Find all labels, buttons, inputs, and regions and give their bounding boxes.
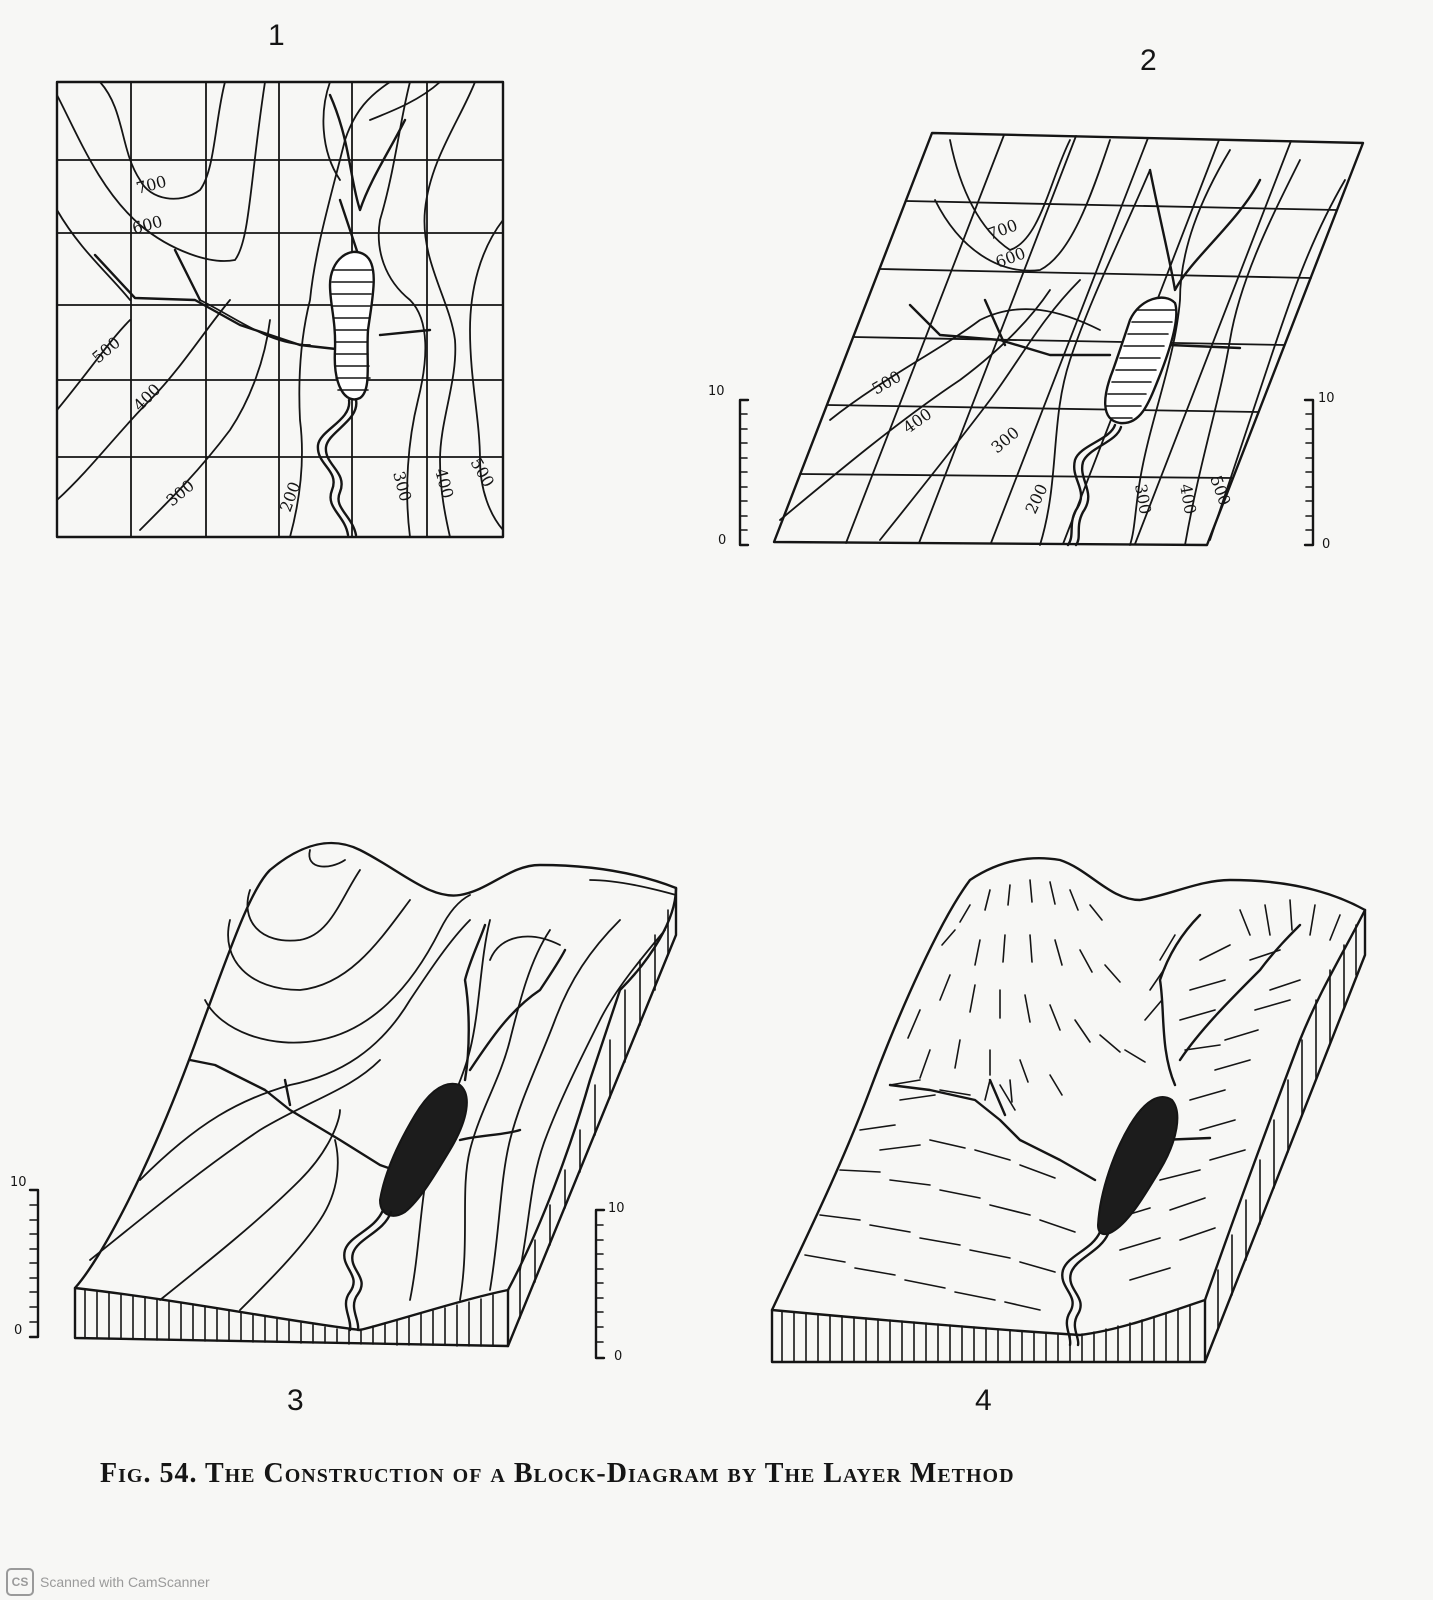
panel-2-skewed-map <box>708 44 1363 552</box>
panel-3-scale-right <box>596 1201 625 1364</box>
panel-4-front-face <box>772 1300 1205 1362</box>
p2-scale-left-bottom: 0 <box>718 533 727 548</box>
panel-4-river <box>1062 1232 1108 1345</box>
panel-1-contour-map <box>57 19 503 537</box>
p2-contour-label-700: 700 <box>984 215 1021 244</box>
watermark <box>6 1568 210 1596</box>
p2-scale-right-bottom: 0 <box>1322 537 1331 552</box>
panel-3-surface <box>75 843 676 1330</box>
panel-4-side-hatch <box>1218 925 1356 1330</box>
p2-contour-label-400b: 400 <box>1176 482 1201 516</box>
panel-2-river <box>1068 425 1121 545</box>
p3-scale-right-top: 10 <box>608 1201 625 1216</box>
panel-3-scale-left <box>10 1175 38 1338</box>
panel-4-front-hatch <box>782 1305 1190 1362</box>
contour-label-300: 300 <box>162 475 198 511</box>
contour-label-400: 400 <box>129 379 165 415</box>
panel-3-side-face <box>508 888 676 1346</box>
panel-2-lake <box>1105 298 1176 424</box>
panel-3-streams <box>190 925 565 1172</box>
figure-caption: Fig. 54. The Construction of a Block-Diagram by The Layer Method <box>100 1458 1015 1489</box>
p3-scale-left-top: 10 <box>10 1175 27 1190</box>
panel-4-number: 4 <box>975 1384 992 1417</box>
panel-4-block-hachures <box>772 858 1365 1417</box>
p2-contour-label-500: 500 <box>868 366 905 399</box>
p2-contour-label-200: 200 <box>1021 480 1052 517</box>
contour-label-400b: 400 <box>431 466 458 501</box>
panel-4-side-face <box>1205 910 1365 1362</box>
panel-4-streams <box>890 915 1300 1180</box>
contour-label-200: 200 <box>275 479 305 515</box>
panel-3-contours <box>90 850 676 1310</box>
panel-3-number: 3 <box>287 1384 304 1417</box>
watermark-text: Scanned with CamScanner <box>40 1574 210 1590</box>
panel-1-number: 1 <box>268 19 285 52</box>
p2-scale-left-top: 10 <box>708 384 725 399</box>
panel-2-frame <box>774 133 1363 545</box>
p3-scale-left-bottom: 0 <box>14 1323 23 1338</box>
p2-contour-label-400: 400 <box>899 404 936 438</box>
panel-3-block-contours <box>10 843 676 1417</box>
camscanner-logo-icon: CS <box>6 1568 34 1596</box>
panel-4-hachures <box>805 880 1340 1310</box>
contour-label-700: 700 <box>134 171 169 198</box>
contour-label-300b: 300 <box>389 469 416 504</box>
panel-4-surface <box>772 858 1365 1335</box>
contour-label-500b: 500 <box>466 454 499 491</box>
panel-2-contours <box>780 140 1345 545</box>
p3-scale-right-bottom: 0 <box>614 1349 623 1364</box>
p2-scale-right-top: 10 <box>1318 391 1335 406</box>
p2-contour-label-300: 300 <box>987 422 1023 458</box>
panel-2-streams <box>910 170 1260 355</box>
p2-contour-label-500b: 500 <box>1206 472 1235 509</box>
p2-contour-label-600: 600 <box>992 243 1029 272</box>
contour-label-500: 500 <box>88 332 124 368</box>
panel-2-grid <box>800 135 1337 544</box>
panel-3-river <box>344 1210 391 1330</box>
panel-1-river <box>318 400 356 535</box>
p2-contour-label-300b: 300 <box>1131 482 1156 516</box>
panel-1-lake <box>330 252 374 400</box>
contour-label-600: 600 <box>130 211 165 238</box>
panel-3-side-hatch <box>520 910 668 1318</box>
panel-2-number: 2 <box>1140 44 1157 77</box>
panel-2-scale-left <box>708 384 748 548</box>
panel-4-lake <box>1098 1097 1177 1234</box>
panel-2-scale-right <box>1305 391 1335 552</box>
